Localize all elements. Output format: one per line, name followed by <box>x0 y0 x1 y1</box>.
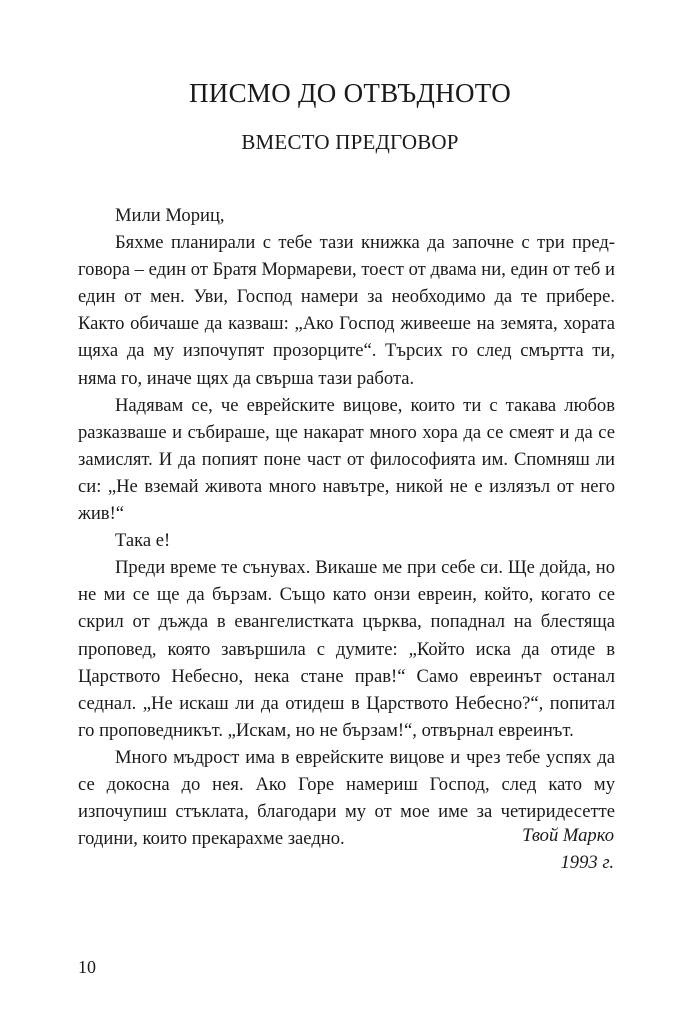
paragraph: Надявам се, че еврейските вицове, които ти с такава любов разказваше и събираше, ще накарат много хора да се смеят и да се замислят. И да попият поне част от философията им. Спомняш ли си: „Не вземай живота много навътре, никой не е излязъл от него жив!“ <box>78 394 615 525</box>
paragraph: Много мъдрост има в еврейските вицове и чрез тебе успях да се докосна до нея. Ако Горе намериш Господ, след като му изпочупиш стъклата, благодари му от мое име за четиридесетте години, които прекарахме заедно. <box>78 746 615 850</box>
page-number: 10 <box>78 957 96 977</box>
paragraph: Бяхме планирали с тебе тази книжка да започне с три предговора – един от Братя Мормареви, тоест от двама ни, един от теб и един от мен. Уви, Господ намери за необходимо да те прибере. Както обичаше да казваш: „Ако Господ живееше на земята, хората щяха да му изпочупят прозорците“. Търсих го след смъртта ти, няма го, иначе щях да свърша тази работа. <box>78 232 615 389</box>
page-subtitle: ВМЕСТО ПРЕДГОВОР <box>241 130 459 154</box>
paragraph: Така е! <box>115 530 171 552</box>
signature-year: 1993 г. <box>560 852 614 873</box>
signature-name: Твой Марко <box>522 825 614 846</box>
paragraph: Преди време те сънувах. Викаше ме при себе си. Ще дойда, но не ми се ще да бързам. Също като онзи евреин, който, когато се скрил от дъжда в евангелистката църква, попаднал на блестяща проповед, която завършила с думите: „Който иска да отиде в Царството Небесно, нека стане прав!“ Само евреинът останал седнал. „Не искаш ли да отидеш в Царството Небесно?“, попитал го проповедникът. „Искам, но не бързам!“, отвърнал евреинът. <box>78 557 615 741</box>
signature-block <box>522 822 614 876</box>
salutation: Мили Мориц, <box>115 205 225 226</box>
letter-body <box>78 202 615 852</box>
page-title: ПИСМО ДО ОТВЪДНОТО <box>188 78 511 108</box>
